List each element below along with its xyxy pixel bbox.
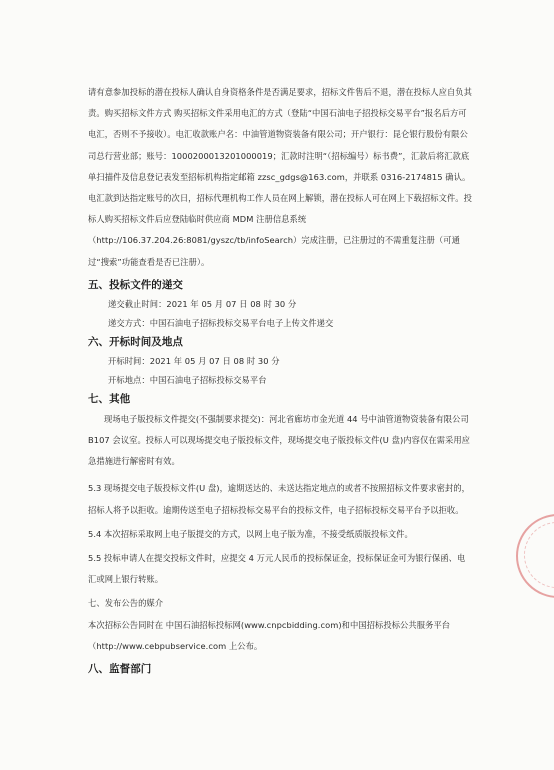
section-7-heading: 七、其他 xyxy=(88,392,131,405)
purchase-paragraph: 请有意参加投标的潜在投标人确认自身资格条件是否满足要求，招标文件售后不退，潜在投标人应自负其责。购买招标文件方式 购买招标文件采用电汇的方式（登陆“中国石油电子招投标交易平台”报名后方可电汇，否则不予接收）。电汇收款账户名：中油管道物资装备有限公司；开户银行：昆仑银行股份有限公司总行营业部；账号：1000200013201000019；汇款时注明“（招标编号）标书费”，汇款后将汇款底单扫描件及信息登记表发至招标机构指定邮箱 zzsc_gdgs@163.com，并联系 0316-2174815 确认。电汇款到达指定账号的次日，招标代理机构工作人员在网上解锁，潜在投标人可在网上下载招标文件。投标人购买招标文件后应登陆临时供应商 MDM 注册信息系统 xyxy=(88,87,472,225)
section-8-heading: 八、监督部门 xyxy=(88,663,152,676)
clause-5-4: 5.4 本次招标采取网上电子版提交的方式，以网上电子版为准，不接受纸质版投标文件。 xyxy=(88,528,413,539)
clause-5-5: 5.5 投标申请人在提交投标文件时，应提交 4 万元人民币的投标保证金，投标保证金可为银行保函、电汇或网上银行转账。 xyxy=(88,553,466,585)
onsite-submission-paragraph: 现场电子版投标文件提交(不强制要求提交)：河北省廊坊市金光道 44 号中油管道物资装备有限公司 B107 会议室。投标人可以现场提交电子版投标文件，现场提交电子版投标文件(U 盘)内容仅在需采用应急措施进行解密时有效。 xyxy=(88,413,471,467)
registration-paragraph: （http://106.37.204.26:8081/gyszc/tb/infoSearch）完成注册，已注册过的不需重复注册（可通过“搜索”功能查看是否已注册）。 xyxy=(88,235,460,267)
section-5-heading: 五、投标文件的递交 xyxy=(88,278,183,291)
submission-deadline: 递交截止时间：2021 年 05 月 07 日 08 时 30 分 xyxy=(108,298,297,309)
submission-method: 递交方式：中国石油电子招标投标交易平台电子上传文件递交 xyxy=(108,317,334,328)
media-paragraph: 本次招标公告同时在 中国石油招标投标网(www.cnpcbidding.com)和中国招标投标公共服务平台（http://www.cebpubservice.com 上公布。 xyxy=(88,619,451,651)
clause-5-3: 5.3 现场提交电子版投标文件(U 盘)，逾期送达的、未送达指定地点的或者不按照招标文件要求密封的，招标人将予以拒收。逾期传送至电子招标投标交易平台的投标文件，电子招标投标交易平台予以拒收。 xyxy=(88,483,470,515)
document-body xyxy=(88,82,472,679)
section-6-heading: 六、开标时间及地点 xyxy=(88,335,183,348)
section-7b-heading: 七、发布公告的媒介 xyxy=(88,598,164,609)
opening-place: 开标地点：中国石油电子招标投标交易平台 xyxy=(108,374,267,385)
opening-time: 开标时间：2021 年 05 月 07 日 08 时 30 分 xyxy=(108,355,280,366)
